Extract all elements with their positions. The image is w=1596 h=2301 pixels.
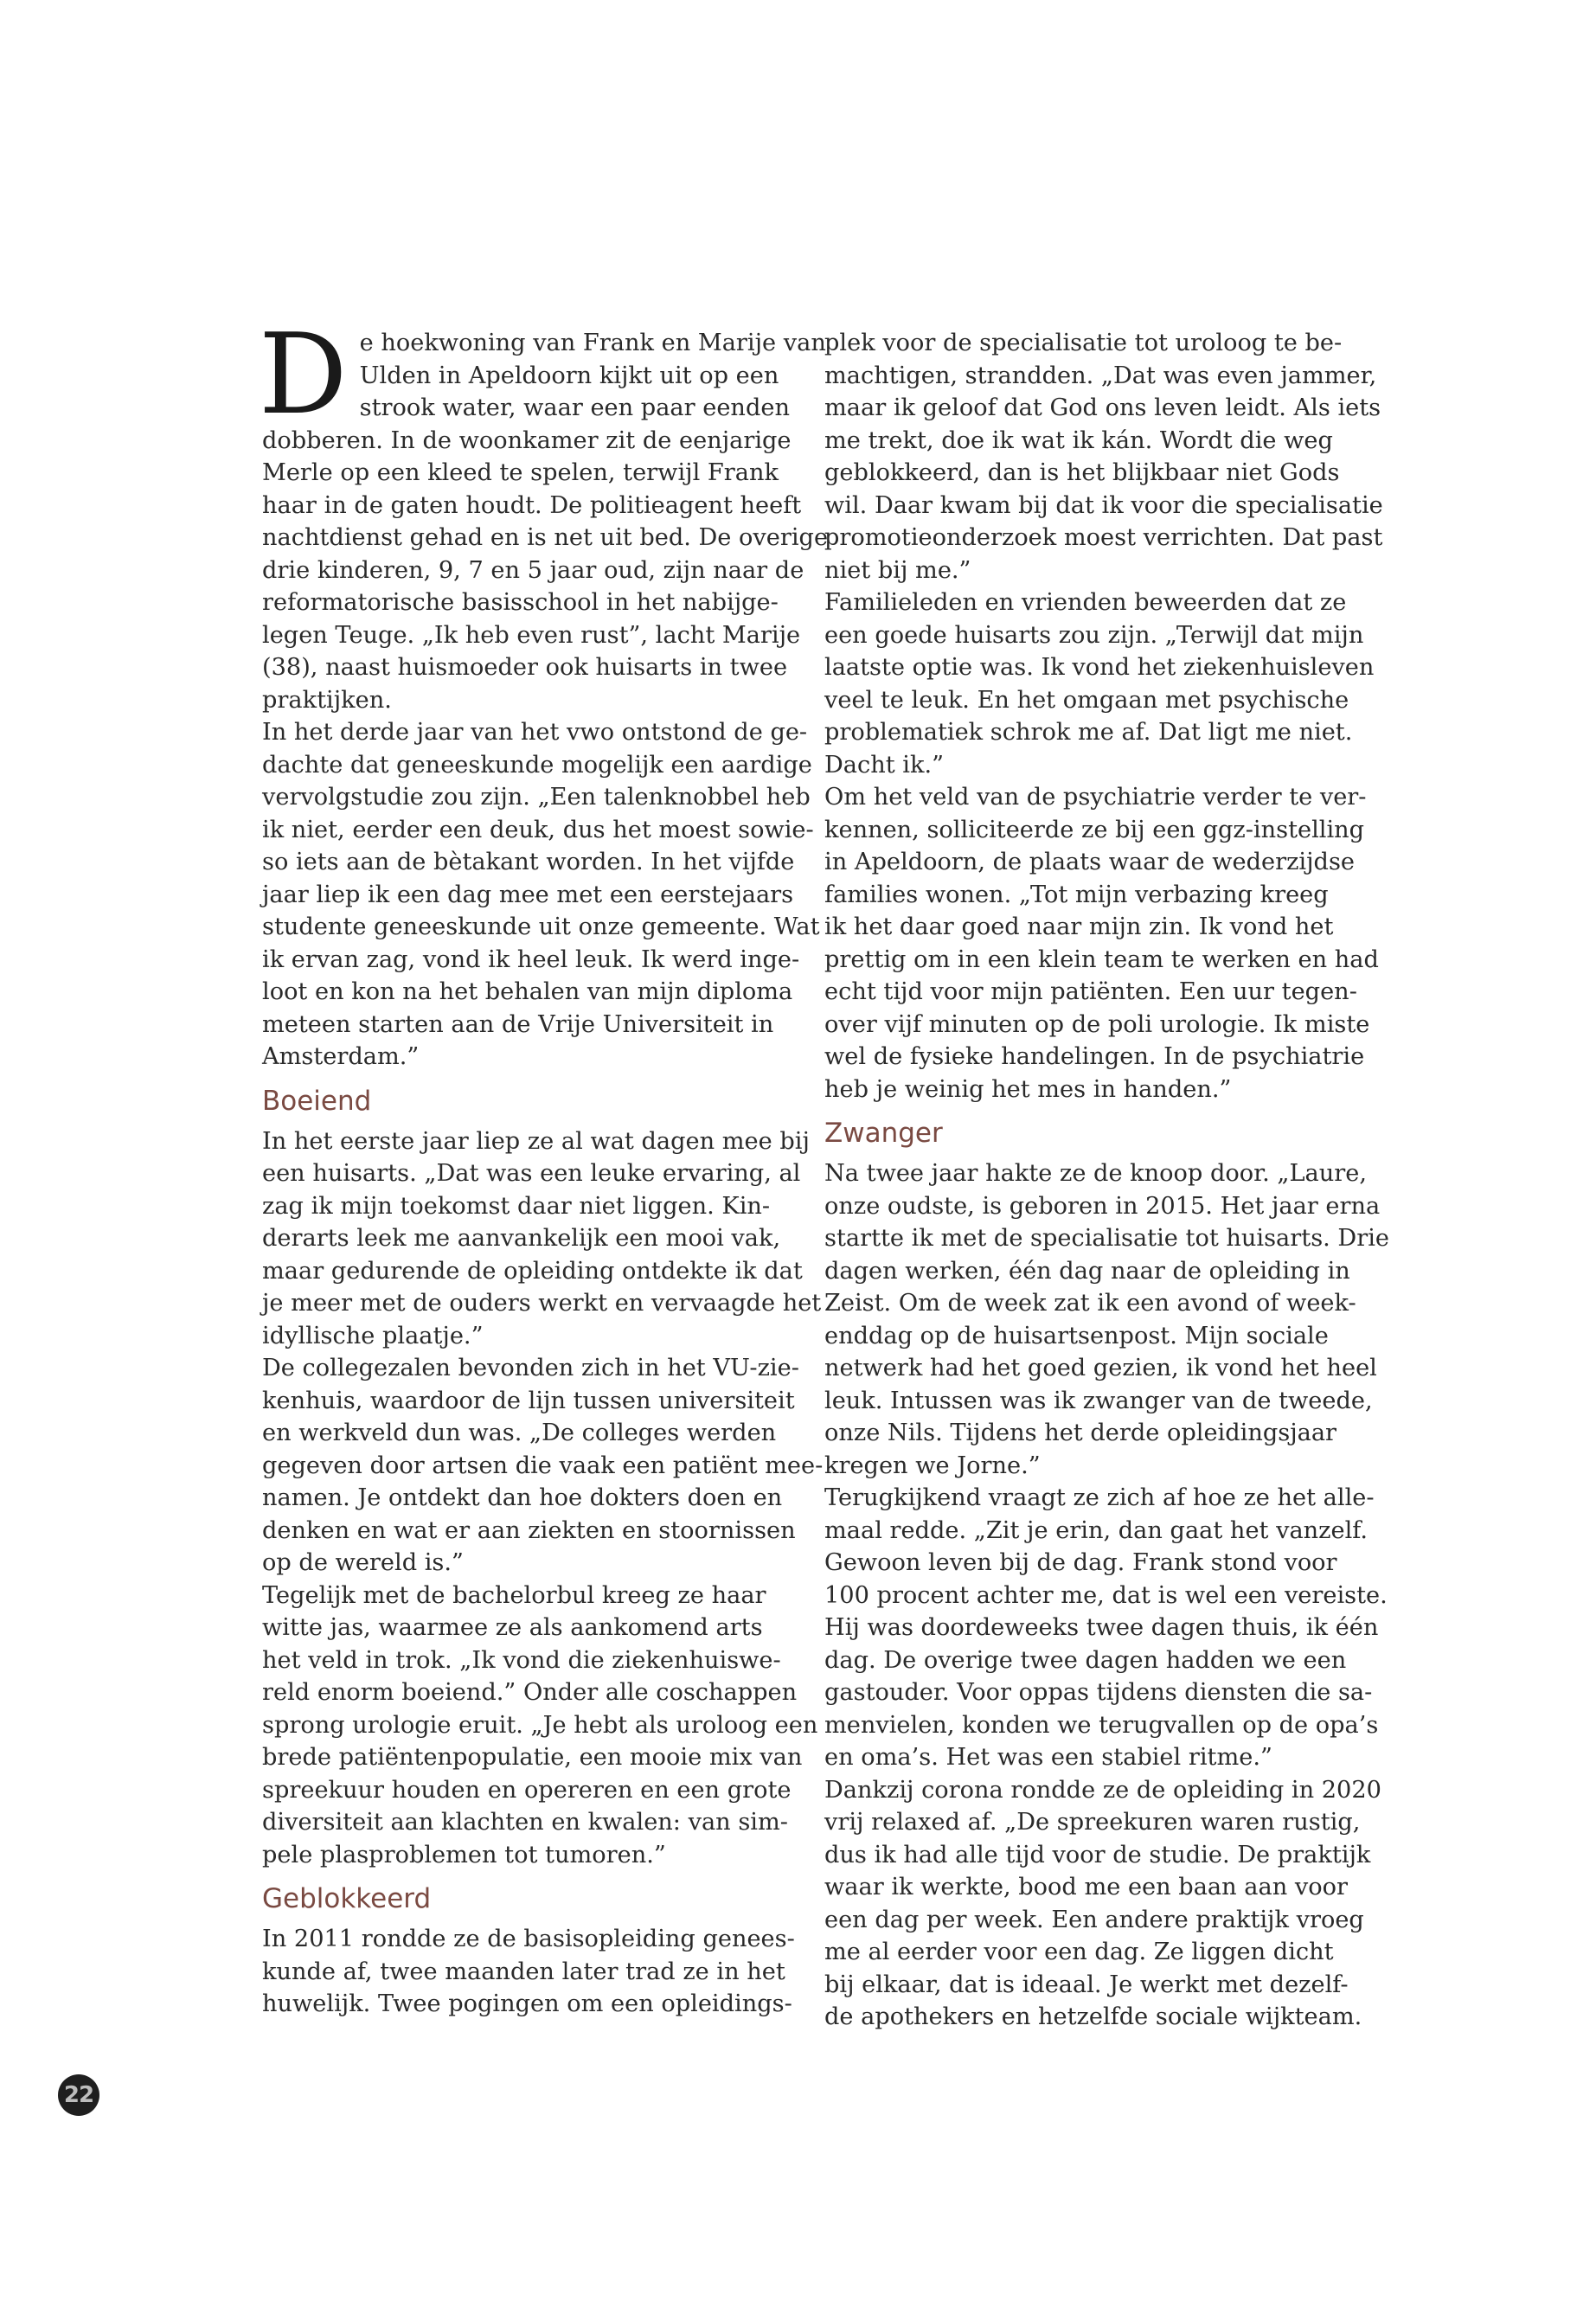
text-line: reld enorm boeiend.” Onder alle coschappen xyxy=(262,1679,798,1706)
text-line: dagen werken, één dag naar de opleiding in xyxy=(824,1257,1350,1285)
text-line: heb je weinig het mes in handen.” xyxy=(824,1075,1232,1103)
text-line: geblokkeerd, dan is het blijkbaar niet Gods xyxy=(824,459,1340,486)
text-line: Na twee jaar hakte ze de knoop door. „Laure, xyxy=(824,1160,1367,1187)
text-line: me al eerder voor een dag. Ze liggen dicht xyxy=(824,1939,1334,1965)
text-line: sprong urologie eruit. „Je hebt als uroloog een xyxy=(262,1711,818,1739)
heading-boeiend: Boeiend xyxy=(262,1085,372,1117)
text-line: idyllische plaatje.” xyxy=(262,1322,484,1349)
text-line: Zeist. Om de week zat ik een avond of week- xyxy=(824,1290,1356,1317)
text-line: kennen, solliciteerde ze bij een ggz-instelling xyxy=(824,816,1365,843)
text-line: Ulden in Apeldoorn kijkt uit op een xyxy=(359,362,779,389)
text-line: maar gedurende de opleiding ontdekte ik dat xyxy=(262,1257,803,1285)
text-line: meteen starten aan de Vrije Universiteit in xyxy=(262,1010,774,1038)
text-line: vrij relaxed af. „De spreekuren waren rustig, xyxy=(824,1809,1361,1836)
text-line: zag ik mijn toekomst daar niet liggen. Kin- xyxy=(262,1192,771,1220)
text-line: maar ik geloof dat God ons leven leidt. Als iets xyxy=(824,394,1381,421)
text-line: jaar liep ik een dag mee met een eerstejaars xyxy=(262,881,794,908)
text-line: legen Teuge. „Ik heb even rust”, lacht Marije xyxy=(262,621,801,649)
intro-paragraphs xyxy=(262,327,829,1074)
text-line: prettig om in een klein team te werken en had xyxy=(824,945,1379,973)
text-line: praktijken. xyxy=(262,686,392,714)
text-line: In het derde jaar van het vwo ontstond de ge- xyxy=(262,719,808,746)
text-line: een dag per week. Een andere praktijk vroeg xyxy=(824,1906,1364,1933)
text-line: (38), naast huismoeder ook huisarts in twee xyxy=(262,654,788,681)
text-line: en werkveld dun was. „De colleges werden xyxy=(262,1420,777,1446)
text-line: waar ik werkte, bood me een baan aan voor xyxy=(824,1874,1348,1900)
text-line: Amsterdam.” xyxy=(262,1043,420,1070)
text-line: het veld in trok. „Ik vond die ziekenhuiswe- xyxy=(262,1646,781,1674)
text-line: echt tijd voor mijn patiënten. Een uur tegen- xyxy=(824,978,1357,1005)
text-line: enddag op de huisartsenpost. Mijn sociale xyxy=(824,1322,1329,1349)
text-line: haar in de gaten houdt. De politieagent heeft xyxy=(262,491,802,519)
text-line: dachte dat geneeskunde mogelijk een aardige xyxy=(262,751,812,779)
text-line: niet bij me.” xyxy=(824,556,971,584)
text-line: Dacht ik.” xyxy=(824,751,945,779)
text-line: startte ik met de specialisatie tot huisarts. Drie xyxy=(824,1225,1390,1252)
text-line: kenhuis, waardoor de lijn tussen universiteit xyxy=(262,1387,795,1414)
text-line: In het eerste jaar liep ze al wat dagen mee bij xyxy=(262,1127,810,1155)
text-line: ik ervan zag, vond ik heel leuk. Ik werd inge- xyxy=(262,945,800,973)
text-line: menvielen, konden we terugvallen op de opa’s xyxy=(824,1711,1379,1739)
text-line: wel de fysieke handelingen. In de psychiatrie xyxy=(824,1043,1365,1070)
text-line: kunde af, twee maanden later trad ze in het xyxy=(262,1958,785,1985)
text-line: loot en kon na het behalen van mijn diploma xyxy=(262,978,793,1005)
text-line: Tegelijk met de bachelorbul kreeg ze haar xyxy=(262,1581,766,1609)
text-line: kregen we Jorne.” xyxy=(824,1452,1041,1479)
section-geblokkeerd-text xyxy=(262,1923,795,2021)
text-line: je meer met de ouders werkt en vervaagde het xyxy=(262,1290,822,1317)
text-line: een huisarts. „Dat was een leuke ervaring, al xyxy=(262,1160,801,1187)
text-line: veel te leuk. En het omgaan met psychische xyxy=(824,686,1349,714)
text-line: machtigen, strandden. „Dat was even jammer, xyxy=(824,362,1377,389)
text-line: over vijf minuten op de poli urologie. Ik miste xyxy=(824,1010,1370,1038)
text-line: ik niet, eerder een deuk, dus het moest sowie- xyxy=(262,816,814,843)
text-line: en oma’s. Het was een stabiel ritme.” xyxy=(824,1744,1272,1771)
text-line: Familieleden en vrienden beweerden dat ze xyxy=(824,589,1347,616)
page-number-badge: 22 xyxy=(58,2074,99,2116)
heading-geblokkeerd: Geblokkeerd xyxy=(262,1883,432,1914)
text-line: spreekuur houden en opereren en een grote xyxy=(262,1776,792,1804)
text-line: maal redde. „Zit je erin, dan gaat het vanzelf. xyxy=(824,1516,1368,1544)
text-line: dus ik had alle tijd voor de studie. De praktijk xyxy=(824,1841,1371,1868)
text-line: Hij was doordeweeks twee dagen thuis, ik één xyxy=(824,1614,1379,1641)
text-line: dobberen. In de woonkamer zit de eenjarige xyxy=(262,426,792,454)
text-line: in Apeldoorn, de plaats waar de wederzijdse xyxy=(824,849,1355,875)
text-line: denken en wat er aan ziekten en stoornissen xyxy=(262,1516,796,1544)
section-zwanger-text xyxy=(824,1157,1390,2034)
text-line: gegeven door artsen die vaak een patiënt mee- xyxy=(262,1452,824,1479)
text-line: laatste optie was. Ik vond het ziekenhuisleven xyxy=(824,654,1375,681)
text-line: studente geneeskunde uit onze gemeente. Wat xyxy=(262,913,820,940)
text-line: so iets aan de bètakant worden. In het vijfde xyxy=(262,849,795,875)
text-line: promotieonderzoek moest verrichten. Dat past xyxy=(824,524,1383,551)
text-line: plek voor de specialisatie tot uroloog te be- xyxy=(824,330,1343,356)
text-line: families wonen. „Tot mijn verbazing kreeg xyxy=(824,881,1329,908)
text-line: brede patiëntenpopulatie, een mooie mix van xyxy=(262,1744,803,1771)
text-line: op de wereld is.” xyxy=(262,1549,464,1576)
text-line: gastouder. Voor oppas tijdens diensten die sa- xyxy=(824,1679,1373,1706)
right-column xyxy=(824,327,1390,2034)
text-line: reformatorische basisschool in het nabijge- xyxy=(262,589,779,616)
text-line: bij elkaar, dat is ideaal. Je werkt met dezelf- xyxy=(824,1971,1349,1998)
text-line: problematiek schrok me af. Dat ligt me niet. xyxy=(824,719,1353,746)
text-line: drie kinderen, 9, 7 en 5 jaar oud, zijn naar de xyxy=(262,556,804,584)
text-line: e hoekwoning van Frank en Marije van xyxy=(359,330,826,356)
continued-text xyxy=(824,327,1383,1106)
section-boeiend-text xyxy=(262,1125,824,1872)
text-line: strook water, waar een paar eenden xyxy=(359,394,790,421)
text-line: me trekt, doe ik wat ik kán. Wordt die weg xyxy=(824,426,1333,454)
text-line: dag. De overige twee dagen hadden we een xyxy=(824,1646,1347,1674)
text-line: Gewoon leven bij de dag. Frank stond voor xyxy=(824,1549,1337,1576)
heading-zwanger: Zwanger xyxy=(824,1118,943,1149)
text-line: diversiteit aan klachten en kwalen: van sim- xyxy=(262,1809,788,1836)
drop-cap: D xyxy=(259,311,348,439)
text-line: derarts leek me aanvankelijk een mooi vak, xyxy=(262,1225,781,1252)
text-line: In 2011 rondde ze de basisopleiding genees- xyxy=(262,1926,795,1952)
text-line: huwelijk. Twee pogingen om een opleidings- xyxy=(262,1990,792,2017)
text-line: Om het veld van de psychiatrie verder te ver- xyxy=(824,784,1367,811)
text-line: De collegezalen bevonden zich in het VU-zie- xyxy=(262,1355,799,1381)
text-line: een goede huisarts zou zijn. „Terwijl dat mijn xyxy=(824,621,1364,649)
text-line: nachtdienst gehad en is net uit bed. De overige xyxy=(262,524,829,551)
text-line: 100 procent achter me, dat is wel een vereiste. xyxy=(824,1581,1388,1609)
text-line: onze oudste, is geboren in 2015. Het jaar erna xyxy=(824,1192,1381,1220)
text-line: Merle op een kleed te spelen, terwijl Frank xyxy=(262,459,779,486)
left-column xyxy=(259,311,829,2021)
text-line: netwerk had het goed gezien, ik vond het heel xyxy=(824,1355,1377,1381)
text-line: leuk. Intussen was ik zwanger van de tweede, xyxy=(824,1387,1373,1414)
text-line: namen. Je ontdekt dan hoe dokters doen en xyxy=(262,1484,783,1511)
text-line: wil. Daar kwam bij dat ik voor die specialisatie xyxy=(824,491,1383,519)
text-line: vervolgstudie zou zijn. „Een talenknobbel heb xyxy=(262,784,811,811)
text-line: ik het daar goed naar mijn zin. Ik vond het xyxy=(824,913,1334,940)
text-line: pele plasproblemen tot tumoren.” xyxy=(262,1841,666,1868)
text-line: Terugkijkend vraagt ze zich af hoe ze het alle- xyxy=(824,1484,1375,1511)
text-line: Dankzij corona rondde ze de opleiding in 2020 xyxy=(824,1776,1381,1804)
text-line: witte jas, waarmee ze als aankomend arts xyxy=(262,1614,763,1641)
text-line: onze Nils. Tijdens het derde opleidingsjaar xyxy=(824,1420,1337,1446)
text-line: de apothekers en hetzelfde sociale wijkteam. xyxy=(824,2003,1362,2030)
